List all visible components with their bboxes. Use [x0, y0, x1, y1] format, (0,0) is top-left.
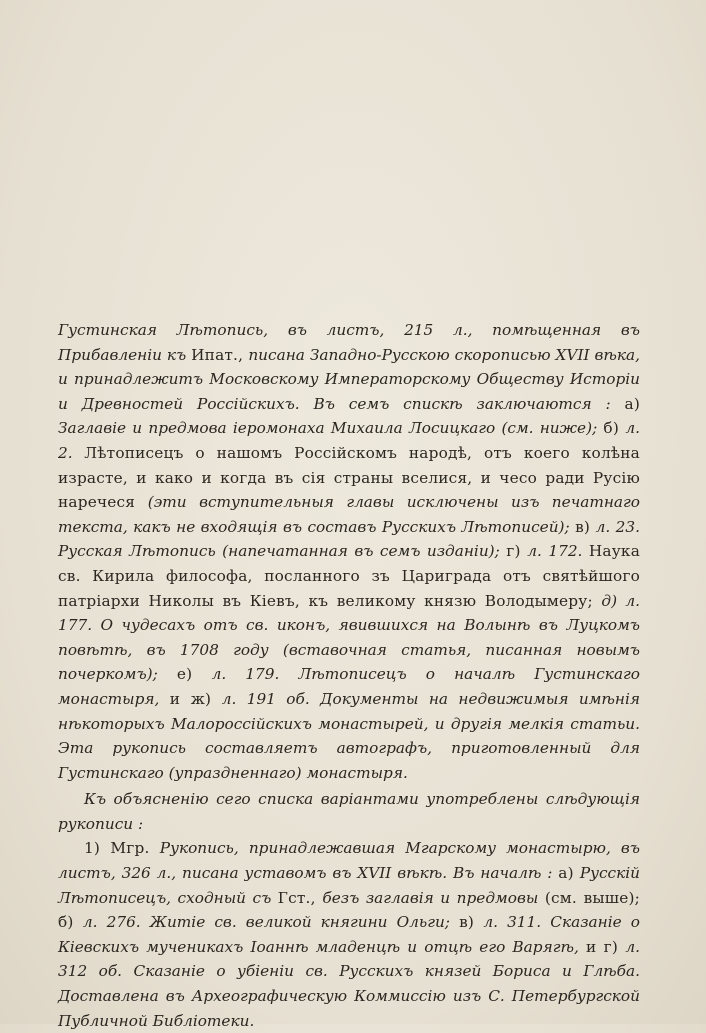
- text-run: б): [603, 419, 626, 438]
- text-run: г): [506, 542, 528, 561]
- text-run: а): [624, 394, 640, 413]
- text-run: писана Западно-Русскою скорописью XVII вѣка, и принадлежитъ Московскому Императорскому Обществу Исторіи и Древностей Россійскихъ. Въ семъ спискѣ заключаются :: [58, 345, 640, 413]
- text-run: л. 312 об. Сказаніе о убіеніи св. Русскихъ князей Бориса и Глѣба. Доставлена въ Археографическую Коммиссію изъ С. Петербургской Публичной Библіотеки.: [58, 937, 640, 1030]
- text-run: Русскій Лѣтописецъ, сходный съ: [58, 864, 640, 907]
- text-run: в): [575, 517, 596, 536]
- paragraph-gustinskaya-description: [58, 318, 640, 785]
- text-run: Ипат.,: [191, 345, 249, 364]
- text-run: л. 276. Житіе св. великой княгини Ольги;: [82, 913, 460, 932]
- text-run: Наука св. Кирила философа, посланного зъ Цариграда отъ святѣйшого патріархи Николы въ Кіевъ, къ великому князю Володымеру;: [58, 542, 641, 610]
- text-run: л. 191 об. Документы на недвижимыя имѣнія нѣкоторыхъ Малороссійскихъ монастырей, и другія мелкія статьи. Эта рукопись составляетъ автографъ, приготовленный для Густинскаго (упраздненнаго) монастыря.: [58, 689, 640, 782]
- text-run: Лѣтописецъ о нашомъ Россійскомъ народѣ, отъ коего колѣна израсте, и како и когда въ сія страны вселися, и чесо ради Русію наречеся: [58, 443, 640, 512]
- text-run: л. 2.: [58, 419, 641, 462]
- text-run: Гст.,: [277, 888, 323, 907]
- paragraph-mgarsky-manuscript: [58, 836, 640, 1033]
- text-run: д) л. 177. О чудесахъ отъ св. иконъ, явившихся на Волынѣ въ Луцкомъ повѣтѣ, въ 1708 году (вставочная статья, писанная новымъ почеркомъ);: [58, 591, 640, 684]
- text-run: 1) Мгр.: [84, 839, 160, 858]
- text-run: Заглавіе и предмова іеромонаха Михаила Лосицкаго (см. ниже);: [58, 419, 604, 438]
- text-run: в): [459, 913, 484, 932]
- text-run: л. 23. Русская Лѣтопись (напечатанная въ семъ изданіи);: [58, 517, 640, 561]
- text-run: е): [176, 665, 212, 684]
- text-run: и г): [585, 937, 626, 956]
- text-run: а): [558, 864, 580, 883]
- text-run: Густинская Лѣтопись, въ листъ, 215 л., помѣщенная въ Прибавленіи къ: [58, 321, 640, 364]
- text-run: Рукопись, принадлежавшая Мгарскому монастырю, въ листъ, 326 л., писана уставомъ въ XVII вѣкѣ. Въ началѣ :: [58, 839, 640, 883]
- text-run: (см. выше); б): [58, 888, 640, 932]
- text-run: л. 179. Лѣтописецъ о началѣ Густинскаго монастыря,: [58, 665, 640, 708]
- document-body: [58, 318, 640, 1033]
- text-run: (эти вступительныя главы исключены изъ печатнаго текста, какъ не входящія въ составъ Русскихъ Лѣтописей);: [58, 493, 640, 536]
- paragraph-manuscripts-intro: Къ объясненію сего списка варіантами употреблены слѣдующія рукописи :: [58, 790, 640, 833]
- text-run: л. 311. Сказаніе о Кіевскихъ мученикахъ Іоаннѣ младенцѣ и отцѣ его Варягѣ,: [58, 913, 640, 956]
- text-run: и ж): [169, 689, 222, 708]
- text-run: безъ заглавія и предмовы: [322, 888, 545, 907]
- text-run: л. 172.: [527, 542, 589, 561]
